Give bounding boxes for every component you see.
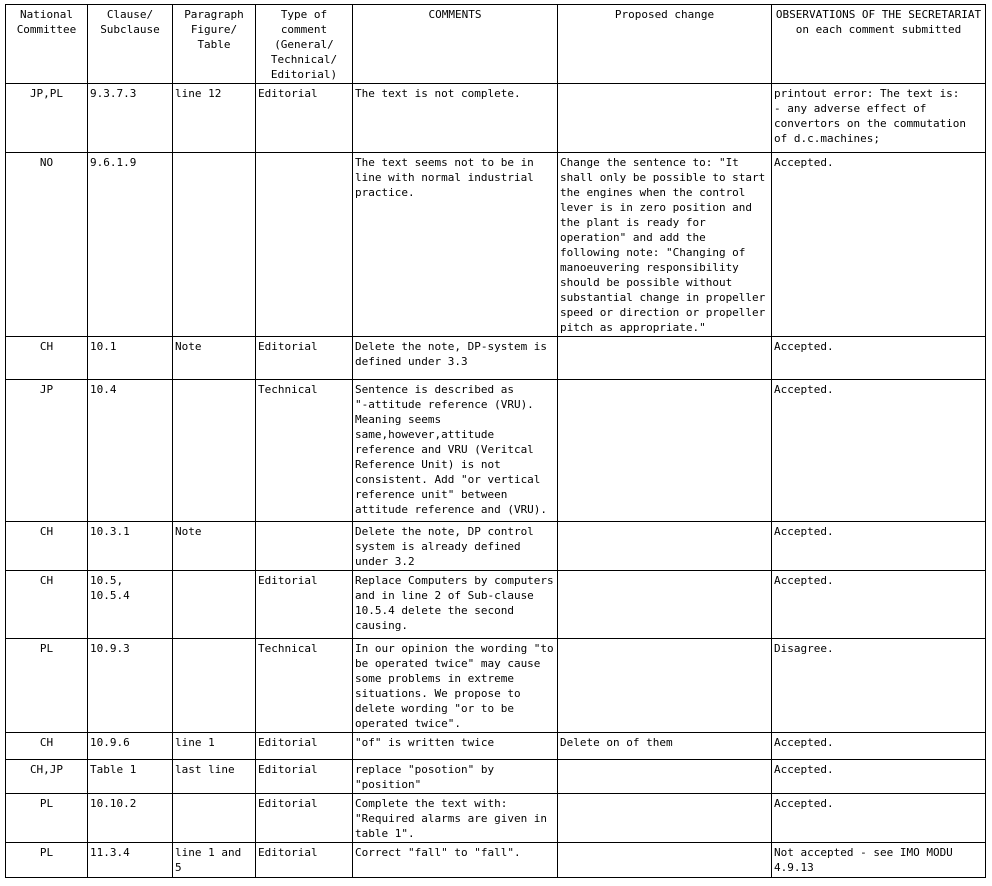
proposed-cell — [558, 760, 772, 794]
paragraph-cell: line 1 and 5 — [173, 843, 256, 878]
observation-cell: Accepted. — [772, 794, 986, 843]
observation-cell: Accepted. — [772, 380, 986, 522]
comment-cell: The text seems not to be in line with normal industrial practice. — [353, 153, 558, 337]
comment-cell: Replace Computers by computers and in line 2 of Sub-clause 10.5.4 delete the second causing. — [353, 571, 558, 639]
type-cell — [256, 153, 353, 337]
type-cell: Editorial — [256, 760, 353, 794]
committee-cell: NO — [6, 153, 88, 337]
proposed-cell — [558, 337, 772, 380]
paragraph-cell: Note — [173, 522, 256, 571]
paragraph-cell — [173, 380, 256, 522]
comment-cell: "of" is written twice — [353, 733, 558, 760]
header-proposed-change: Proposed change — [558, 5, 772, 84]
comments-table — [5, 4, 986, 878]
clause-cell: 11.3.4 — [88, 843, 173, 878]
committee-cell: CH — [6, 522, 88, 571]
committee-cell: PL — [6, 843, 88, 878]
committee-cell: PL — [6, 794, 88, 843]
paragraph-cell: Note — [173, 337, 256, 380]
paragraph-cell: line 12 — [173, 84, 256, 153]
type-cell: Editorial — [256, 843, 353, 878]
observation-cell: Accepted. — [772, 337, 986, 380]
type-cell: Editorial — [256, 794, 353, 843]
table-row — [6, 843, 986, 878]
proposed-cell — [558, 84, 772, 153]
table-row — [6, 794, 986, 843]
comment-cell: replace "posotion" by "position" — [353, 760, 558, 794]
comment-cell: Delete the note, DP-system is defined under 3.3 — [353, 337, 558, 380]
type-cell: Technical — [256, 639, 353, 733]
observation-cell: Accepted. — [772, 522, 986, 571]
header-type-of-comment: Type of comment (General/ Technical/ Editorial) — [256, 5, 353, 84]
committee-cell: JP,PL — [6, 84, 88, 153]
header-row — [6, 5, 986, 84]
table-row — [6, 153, 986, 337]
observation-cell: Accepted. — [772, 571, 986, 639]
type-cell: Editorial — [256, 571, 353, 639]
paragraph-cell: line 1 — [173, 733, 256, 760]
clause-cell: 10.3.1 — [88, 522, 173, 571]
observation-cell: Accepted. — [772, 760, 986, 794]
table-row — [6, 571, 986, 639]
type-cell: Technical — [256, 380, 353, 522]
observation-cell: Accepted. — [772, 153, 986, 337]
committee-cell: CH,JP — [6, 760, 88, 794]
table-row — [6, 84, 986, 153]
proposed-cell — [558, 522, 772, 571]
paragraph-cell: last line — [173, 760, 256, 794]
committee-cell: CH — [6, 571, 88, 639]
header-paragraph: Paragraph Figure/ Table — [173, 5, 256, 84]
clause-cell: 10.10.2 — [88, 794, 173, 843]
clause-cell: 10.5, 10.5.4 — [88, 571, 173, 639]
clause-cell: Table 1 — [88, 760, 173, 794]
committee-cell: JP — [6, 380, 88, 522]
table-row — [6, 733, 986, 760]
comment-cell: Delete the note, DP control system is already defined under 3.2 — [353, 522, 558, 571]
clause-cell: 9.3.7.3 — [88, 84, 173, 153]
comment-cell: In our opinion the wording "to be operated twice" may cause some problems in extreme situations. We propose to delete wording "or to be operated twice". — [353, 639, 558, 733]
paragraph-cell — [173, 639, 256, 733]
paragraph-cell — [173, 794, 256, 843]
table-row — [6, 522, 986, 571]
committee-cell: PL — [6, 639, 88, 733]
observation-cell: printout error: The text is: - any adverse effect of convertors on the commutation of d.c.machines; — [772, 84, 986, 153]
committee-cell: CH — [6, 337, 88, 380]
proposed-cell: Delete on of them — [558, 733, 772, 760]
type-cell — [256, 522, 353, 571]
header-national-committee: National Committee — [6, 5, 88, 84]
proposed-cell — [558, 380, 772, 522]
table-row — [6, 760, 986, 794]
type-cell: Editorial — [256, 337, 353, 380]
proposed-cell — [558, 639, 772, 733]
comment-cell: Complete the text with: "Required alarms are given in table 1". — [353, 794, 558, 843]
clause-cell: 10.9.6 — [88, 733, 173, 760]
comment-cell: Sentence is described as "-attitude reference (VRU). Meaning seems same,however,attitude reference and VRU (Veritcal Reference Unit) is not consistent. Add "or vertical reference unit" between attitude reference and (VRU). — [353, 380, 558, 522]
clause-cell: 10.1 — [88, 337, 173, 380]
observation-cell: Accepted. — [772, 733, 986, 760]
observation-cell: Disagree. — [772, 639, 986, 733]
comment-cell: The text is not complete. — [353, 84, 558, 153]
type-cell: Editorial — [256, 733, 353, 760]
clause-cell: 10.4 — [88, 380, 173, 522]
type-cell: Editorial — [256, 84, 353, 153]
table-row — [6, 337, 986, 380]
clause-cell: 10.9.3 — [88, 639, 173, 733]
proposed-cell — [558, 843, 772, 878]
comment-cell: Correct "fall" to "fall". — [353, 843, 558, 878]
proposed-cell: Change the sentence to: "It shall only be possible to start the engines when the control lever is in zero position and the plant is ready for operation" and add the following note: "Changing of manoeuvering responsibility should be possible without substantial change in propeller speed or direction or propeller pitch as appropriate." — [558, 153, 772, 337]
observation-cell: Not accepted - see IMO MODU 4.9.13 — [772, 843, 986, 878]
clause-cell: 9.6.1.9 — [88, 153, 173, 337]
committee-cell: CH — [6, 733, 88, 760]
proposed-cell — [558, 794, 772, 843]
paragraph-cell — [173, 571, 256, 639]
proposed-cell — [558, 571, 772, 639]
table-row — [6, 380, 986, 522]
table-row — [6, 639, 986, 733]
paragraph-cell — [173, 153, 256, 337]
header-comments: COMMENTS — [353, 5, 558, 84]
header-observations: OBSERVATIONS OF THE SECRETARIAT on each comment submitted — [772, 5, 986, 84]
header-clause: Clause/ Subclause — [88, 5, 173, 84]
